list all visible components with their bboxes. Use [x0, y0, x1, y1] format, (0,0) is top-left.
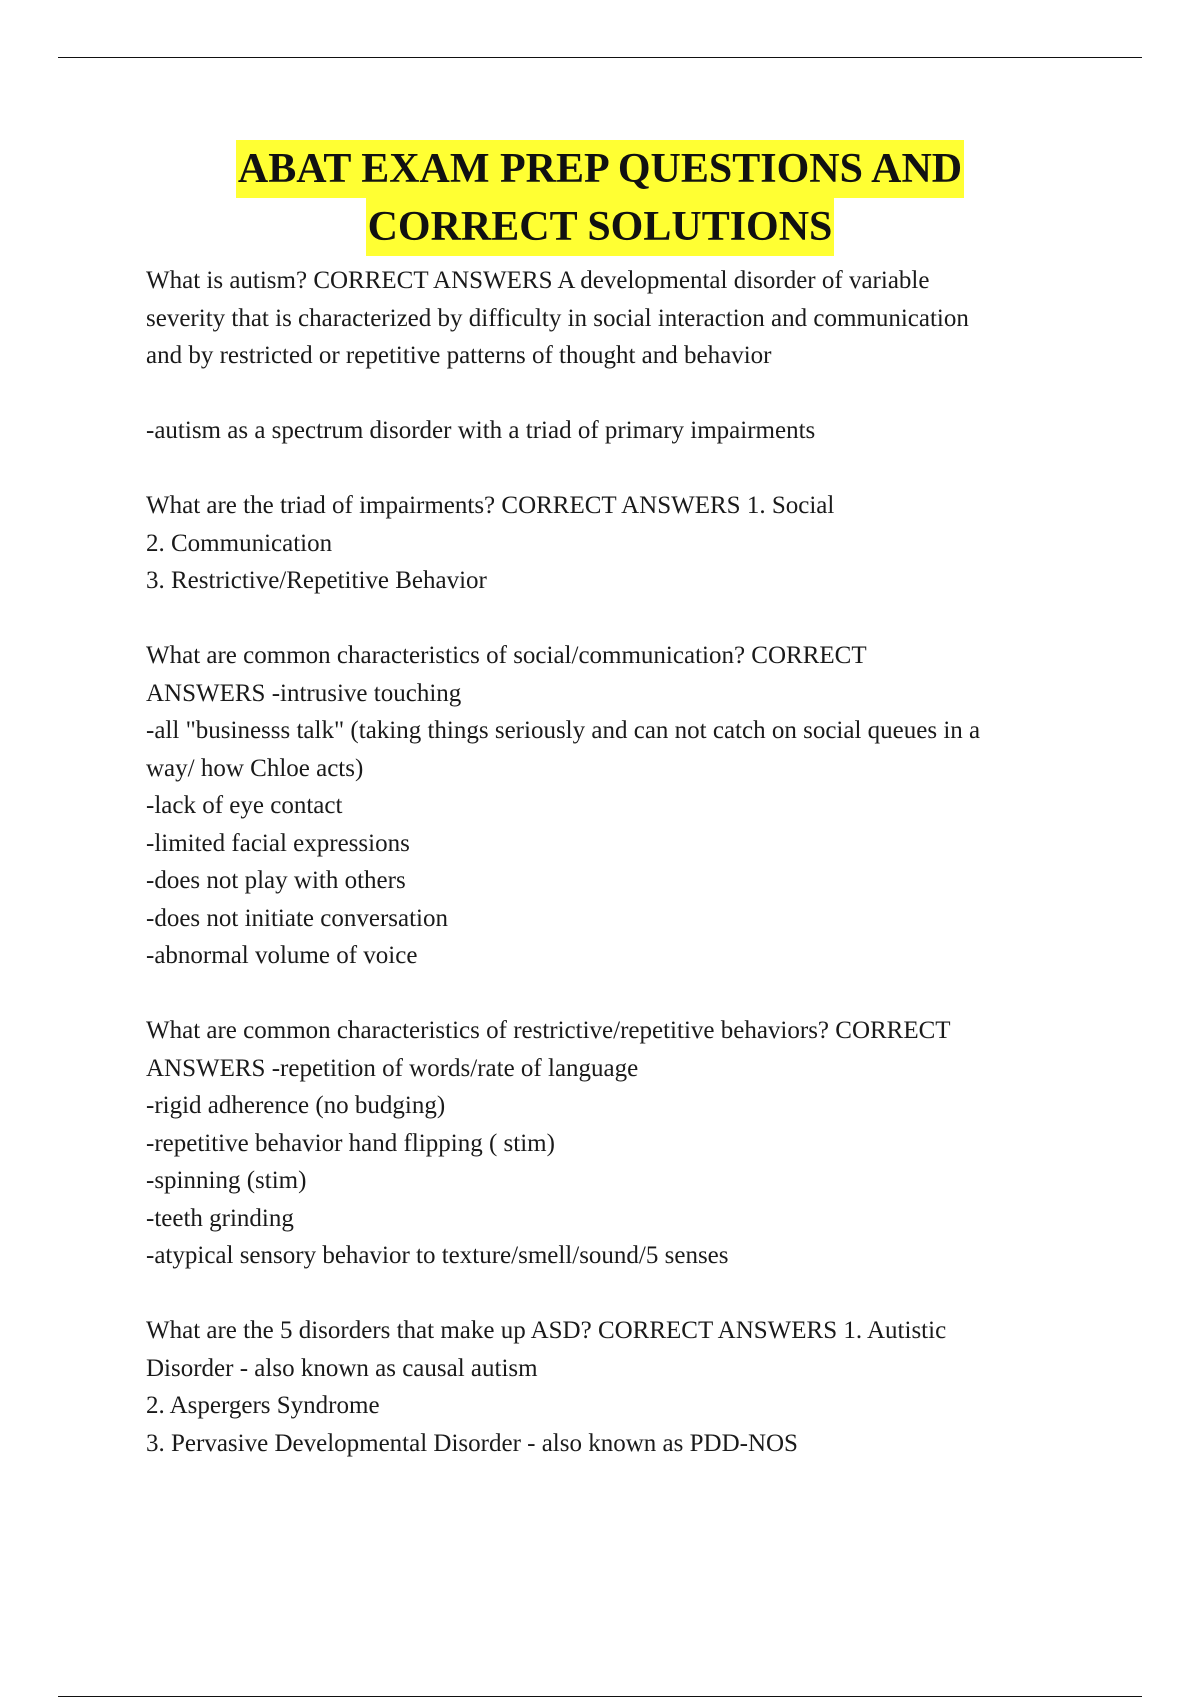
text-line: and by restricted or repetitive patterns of thought and behavior [146, 342, 772, 369]
text-line: ANSWERS -intrusive touching [146, 679, 462, 707]
text-line: What is autism? CORRECT ANSWERS A developmental disorder of variable [146, 267, 930, 294]
text-line: severity that is characterized by difficulty in social interaction and communication [146, 304, 969, 332]
text-line: 3. Pervasive Developmental Disorder - also known as PDD-NOS [146, 1429, 798, 1457]
document-title [0, 140, 1200, 256]
qa-block-spectrum-note [146, 412, 1106, 450]
text-line: -repetitive behavior hand flipping ( stim) [146, 1129, 555, 1157]
text-line: -abnormal volume of voice [146, 942, 418, 969]
text-line: way/ how Chloe acts) [146, 754, 364, 782]
text-line: What are the 5 disorders that make up ASD? CORRECT ANSWERS 1. Autistic [146, 1317, 947, 1344]
bottom-divider [58, 1696, 1142, 1697]
text-line: -all "businesss talk" (taking things seriously and can not catch on social queues in a [146, 717, 981, 744]
text-line: 3. Restrictive/Repetitive Behavior [146, 567, 487, 594]
qa-block-autism [146, 262, 1106, 375]
qa-block-triad [146, 487, 1106, 600]
title-line-1: ABAT EXAM PREP QUESTIONS AND [236, 140, 964, 198]
text-line: -autism as a spectrum disorder with a triad of primary impairments [146, 417, 816, 444]
text-line: -rigid adherence (no budging) [146, 1092, 446, 1119]
text-line: -does not initiate conversation [146, 904, 449, 932]
text-line: 2. Aspergers Syndrome [146, 1392, 380, 1419]
text-line: What are common characteristics of social/communication? CORRECT [146, 642, 867, 669]
qa-block-asd-disorders [146, 1312, 1106, 1462]
text-line: What are common characteristics of restrictive/repetitive behaviors? CORRECT [146, 1017, 951, 1044]
text-line: -atypical sensory behavior to texture/smell/sound/5 senses [146, 1242, 729, 1269]
text-line: -lack of eye contact [146, 792, 343, 819]
text-line: 2. Communication [146, 529, 333, 557]
top-divider [58, 57, 1142, 58]
text-line: -teeth grinding [146, 1204, 294, 1232]
qa-block-social-communication [146, 637, 1106, 975]
title-line-2: CORRECT SOLUTIONS [366, 198, 835, 256]
text-line: What are the triad of impairments? CORRECT ANSWERS 1. Social [146, 492, 835, 519]
qa-block-restrictive-repetitive [146, 1012, 1106, 1275]
text-line: Disorder - also known as causal autism [146, 1354, 538, 1382]
text-line: ANSWERS -repetition of words/rate of language [146, 1054, 639, 1082]
text-line: -limited facial expressions [146, 829, 410, 857]
text-line: -does not play with others [146, 867, 406, 894]
text-line: -spinning (stim) [146, 1167, 307, 1194]
document-body [146, 262, 1106, 1500]
